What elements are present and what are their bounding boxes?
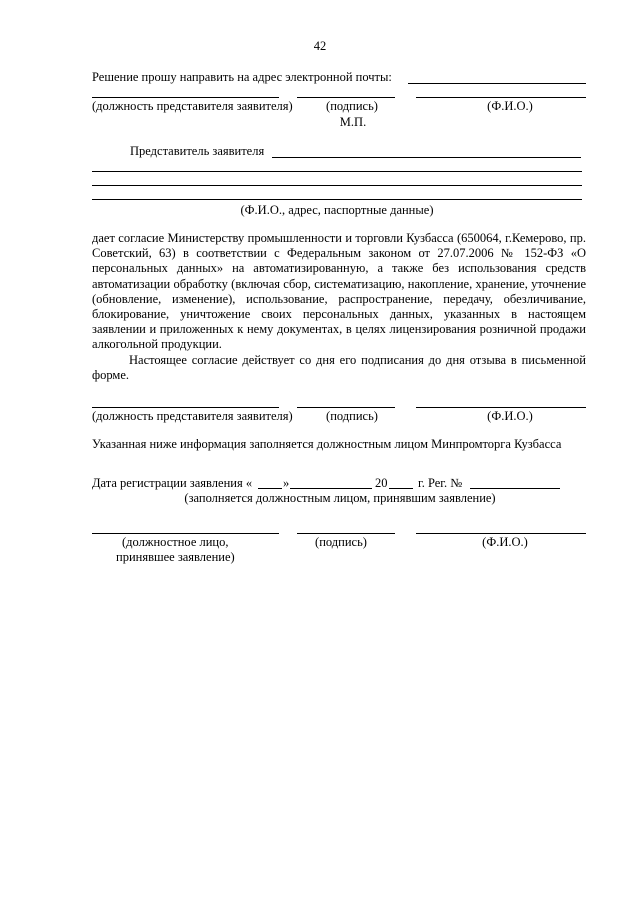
- official-position-caption: (должностное лицо,: [122, 535, 229, 549]
- signature-field-2[interactable]: [297, 407, 395, 408]
- registration-date-label: Дата регистрации заявления «: [92, 476, 253, 490]
- official-signature-field[interactable]: [297, 533, 395, 534]
- name-caption: (Ф.И.О.): [487, 99, 533, 113]
- official-position-field[interactable]: [92, 533, 279, 534]
- email-field[interactable]: [408, 83, 586, 84]
- official-name-caption: (Ф.И.О.): [482, 535, 528, 549]
- consent-validity-paragraph: Настоящее согласие действует со дня его подписания до дня отзыва в письменной форме.: [92, 352, 586, 382]
- signature-caption: (подпись): [326, 99, 378, 113]
- official-name-field[interactable]: [416, 533, 586, 534]
- registration-caption: (заполняется должностным лицом, принявшим заявление): [184, 491, 496, 505]
- position-caption: (должность представителя заявителя): [92, 99, 293, 113]
- official-note: Указанная ниже информация заполняется должностным лицом Минпромторга Кузбасса: [92, 437, 562, 451]
- name-field[interactable]: [416, 97, 586, 98]
- official-position-caption-line2: принявшее заявление): [116, 550, 235, 564]
- signature-field[interactable]: [297, 97, 395, 98]
- registration-number-field[interactable]: [470, 488, 560, 489]
- representative-line-3[interactable]: [92, 185, 582, 186]
- registration-month-field[interactable]: [290, 488, 372, 489]
- registration-year-field[interactable]: [389, 488, 413, 489]
- position-field-2[interactable]: [92, 407, 279, 408]
- representative-caption: (Ф.И.О., адрес, паспортные данные): [240, 203, 434, 217]
- consent-text: [92, 231, 586, 383]
- name-field-2[interactable]: [416, 407, 586, 408]
- consent-paragraph: дает согласие Министерству промышленности и торговли Кузбасса (650064, г.Кемерово, пр. Советский, 63) в соответствии с Федеральным законом от 27.07.2006 № 152-ФЗ «О персональных данных» на автоматизированную, а также без использования средств автоматизации обработку (включая сбор, систематизацию, накопление, хранение, уточнение (обновление, изменение), использование, распространение, передачу, обезличивание, блокирование, уничтожение своих персональных данных, указанных в настоящем заявлении и приложенных к нему документах, в целях лицензирования розничной продажи алкогольной продукции.: [92, 231, 586, 352]
- name-caption-2: (Ф.И.О.): [487, 409, 533, 423]
- registration-year-prefix: 20: [375, 476, 388, 490]
- representative-field[interactable]: [272, 157, 581, 158]
- representative-line-2[interactable]: [92, 171, 582, 172]
- stamp-label: М.П.: [339, 115, 367, 129]
- position-field[interactable]: [92, 97, 279, 98]
- registration-day-field[interactable]: [258, 488, 282, 489]
- signature-caption-2: (подпись): [326, 409, 378, 423]
- position-caption-2: (должность представителя заявителя): [92, 409, 293, 423]
- registration-number-label: г. Рег. №: [418, 476, 463, 490]
- email-request-label: Решение прошу направить на адрес электронной почты:: [92, 70, 392, 84]
- registration-quote-close: »: [283, 476, 290, 490]
- representative-label: Представитель заявителя: [130, 144, 265, 158]
- representative-line-4[interactable]: [92, 199, 582, 200]
- page-number: 42: [313, 39, 327, 53]
- official-signature-caption: (подпись): [315, 535, 367, 549]
